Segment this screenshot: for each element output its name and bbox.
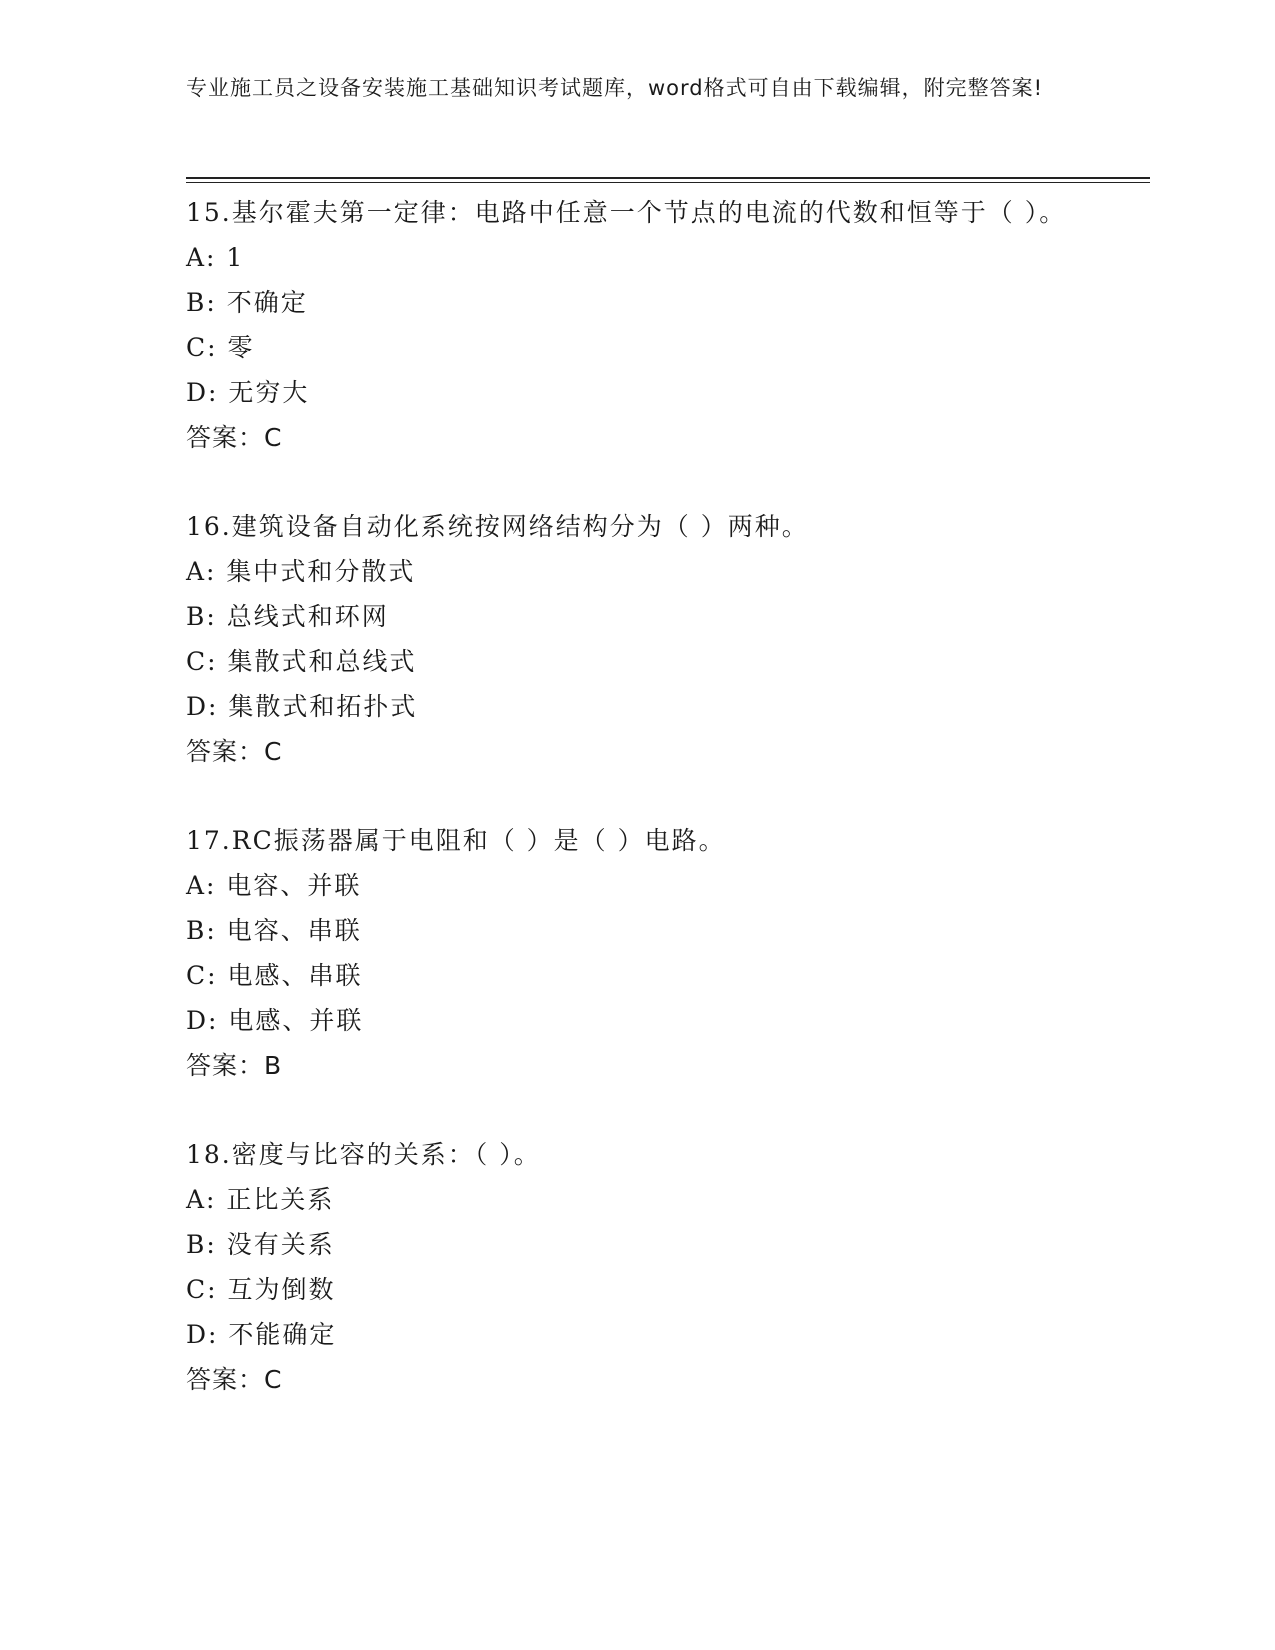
question-17 xyxy=(186,818,1086,1088)
option-c: C: 互为倒数 xyxy=(186,1275,336,1304)
option-a: A: 集中式和分散式 xyxy=(186,557,416,586)
option-d: D: 电感、并联 xyxy=(186,1006,364,1035)
option-d: D: 集散式和拓扑式 xyxy=(186,692,418,721)
answer: 答案：C xyxy=(186,1365,283,1394)
option-c: C: 零 xyxy=(186,333,255,362)
option-c: C: 集散式和总线式 xyxy=(186,647,417,676)
question-list xyxy=(186,190,1086,1402)
option-b: B: 没有关系 xyxy=(186,1230,335,1259)
question-stem: 16.建筑设备自动化系统按网络结构分为（ ）两种。 xyxy=(186,512,809,541)
question-stem: 17.RC振荡器属于电阻和（ ）是（ ）电路。 xyxy=(186,826,726,855)
question-spacer xyxy=(186,774,1086,818)
question-stem: 15.基尔霍夫第一定律：电路中任意一个节点的电流的代数和恒等于（ ）。 xyxy=(186,198,1067,227)
header-divider-thin xyxy=(186,182,1150,183)
document-header: 专业施工员之设备安装施工基础知识考试题库，word格式可自由下载编辑，附完整答案! xyxy=(186,76,1044,100)
answer: 答案：C xyxy=(186,423,283,452)
option-b: B: 不确定 xyxy=(186,288,308,317)
option-a: A: 正比关系 xyxy=(186,1185,335,1214)
question-16 xyxy=(186,504,1086,774)
header-divider-thick xyxy=(186,177,1150,179)
option-c: C: 电感、串联 xyxy=(186,961,363,990)
question-18 xyxy=(186,1132,1086,1402)
question-spacer xyxy=(186,460,1086,504)
question-15 xyxy=(186,190,1086,460)
answer: 答案：B xyxy=(186,1051,283,1080)
option-b: B: 电容、串联 xyxy=(186,916,362,945)
option-b: B: 总线式和环网 xyxy=(186,602,389,631)
option-a: A: 1 xyxy=(186,243,245,272)
question-spacer xyxy=(186,1088,1086,1132)
answer: 答案：C xyxy=(186,737,283,766)
question-stem: 18.密度与比容的关系：（ ）。 xyxy=(186,1140,541,1169)
option-d: D: 不能确定 xyxy=(186,1320,337,1349)
option-a: A: 电容、并联 xyxy=(186,871,362,900)
option-d: D: 无穷大 xyxy=(186,378,310,407)
